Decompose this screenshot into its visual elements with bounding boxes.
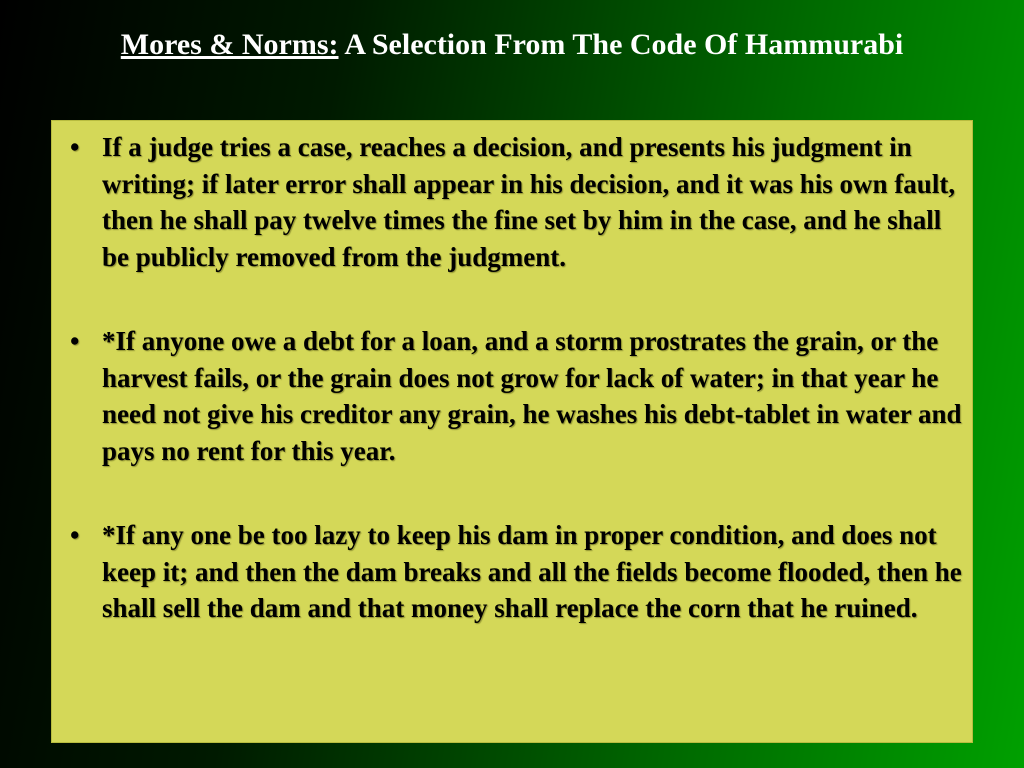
- bullet-icon: •: [70, 132, 80, 162]
- slide-title: [0, 26, 1024, 64]
- title-underlined-part: Mores & Norms: [120, 28, 329, 61]
- bullet-text: *If anyone owe a debt for a loan, and a storm prostrates the grain, or the harvest fails, or the grain does not grow for lack of water; in that year he need not give his creditor any grain, he washes his debt-tablet in water and pays no rent for this year.: [102, 326, 962, 466]
- bullet-icon: •: [70, 520, 80, 550]
- bullet-icon: •: [70, 326, 80, 356]
- bullet-list: [60, 129, 964, 627]
- bullet-text: If a judge tries a case, reaches a decision, and presents his judgment in writing; if later error shall appear in his decision, and it was his own fault, then he shall pay twelve times the fine set by him in the case, and he shall be publicly removed from the judgment.: [102, 132, 956, 272]
- title-rest: A Selection From The Code Of Hammurabi: [338, 28, 904, 61]
- bullet-item-judge: [60, 129, 964, 275]
- bullet-item-debt: [60, 323, 964, 469]
- content-box: [51, 120, 973, 743]
- bullet-item-dam: [60, 517, 964, 627]
- title-separator: :: [328, 28, 339, 61]
- bullet-text: *If any one be too lazy to keep his dam in proper condition, and does not keep it; and then the dam breaks and all the fields become flooded, then he shall sell the dam and that money shall replace the corn that he ruined.: [102, 520, 962, 623]
